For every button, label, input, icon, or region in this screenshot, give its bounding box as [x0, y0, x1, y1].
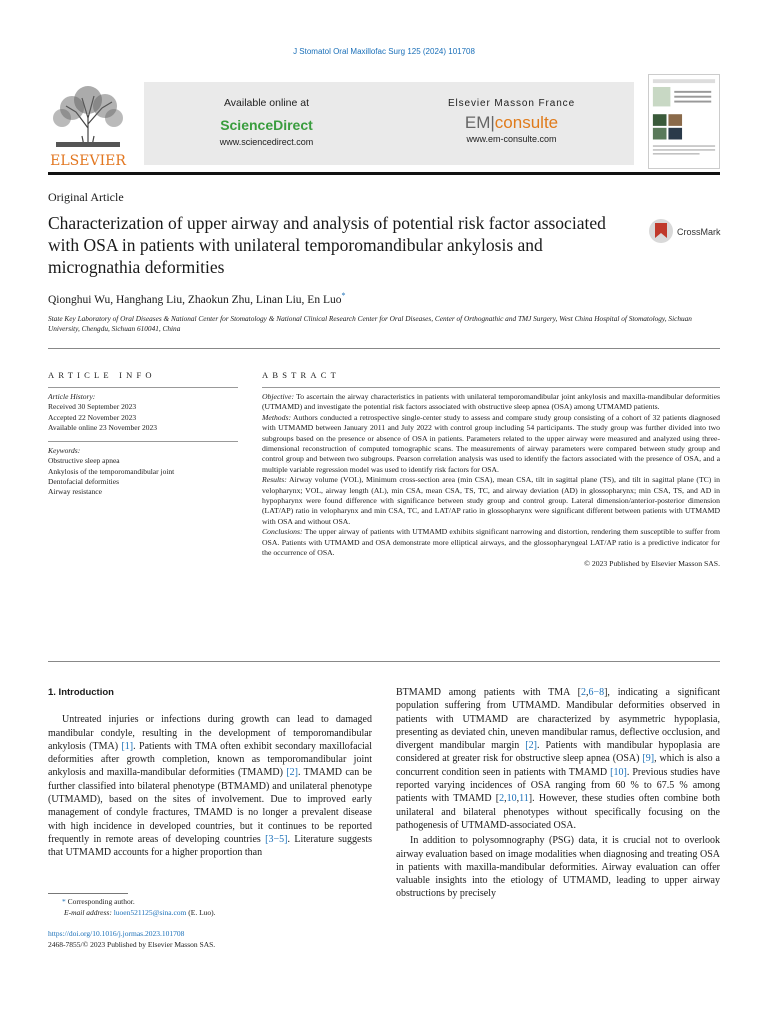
citation-link[interactable]: [2]	[286, 767, 298, 779]
body-right-column	[396, 686, 720, 901]
sciencedirect-block[interactable]	[144, 82, 389, 165]
objective-text: To ascertain the airway characteristics in patients with unilateral temporomandibular joint ankylosis and maxilla-mandibular deformities (UTMAMD) and investigate the potential risk factors associated with obstructive sleep apnea (OSA) among UTMAMD patients.	[262, 392, 720, 412]
emconsulte-logo[interactable]	[389, 113, 634, 133]
issn-copyright: 2468-7855/© 2023 Published by Elsevier Masson SAS.	[48, 939, 216, 949]
keyword-item: Ankylosis of the temporomandibular joint	[48, 466, 175, 476]
email-label: E-mail address:	[64, 907, 112, 917]
conclusions-label: Conclusions:	[262, 527, 303, 537]
corresponding-author-mark[interactable]: *	[341, 291, 346, 300]
paragraph-text: ,	[516, 793, 520, 805]
abstract-objective	[262, 392, 720, 413]
crossmark-icon[interactable]	[647, 216, 722, 246]
footnote-mark: *	[62, 897, 66, 906]
paragraph-text: . Previous studies have reported varying incidences of OSA ranging from 60 % to 67.5 % among patients with TMAMD [	[396, 766, 720, 805]
objective-label: Objective:	[262, 392, 295, 401]
journal-cover-thumbnail[interactable]	[648, 74, 720, 169]
keyword-item: Airway resistance	[48, 487, 102, 497]
author-names: Qionghui Wu, Hanghang Liu, Zhaokun Zhu, Linan Liu, En Luo	[48, 293, 342, 306]
publisher-name: Elsevier Masson France	[447, 98, 576, 109]
citation-link[interactable]: [2]	[525, 740, 537, 752]
results-label: Results:	[262, 475, 287, 485]
paragraph-text: . Patients with TMA often exhibit secondary maxillofacial deformities after growth completion, known as temporomandibular joint ankylosis and maxilla-mandibular deformities (TMAMD)	[48, 740, 372, 779]
intro-paragraph-3: In addition to polysomnography (PSG) data, it is crucial not to overlook airway evaluation based on image modalities when diagnosing and treating OSA in patients with maxilla-mandibular deformities. Airway evaluation can offer valuable insights into the etiology of UTMAMD, leading to upper airway obstructions by precisely	[396, 835, 720, 900]
header-rule	[48, 172, 720, 175]
paragraph-text: Untreated injuries or infections during growth can lead to damaged mandibular condyle, resulting in the development of temporomandibular ankylosis (TMA)	[48, 714, 372, 752]
citation-link[interactable]: 2	[580, 687, 586, 698]
paragraph-text: . Patients with mandibular hypoplasia are considered at greater risk for obstructive sleep apnea (OSA)	[396, 740, 720, 765]
footnote-email-line	[48, 908, 368, 919]
sciencedirect-logo[interactable]: ScienceDirect	[220, 117, 313, 133]
email-link[interactable]: luoen521125@sina.com	[113, 907, 187, 917]
journal-banner	[48, 74, 720, 170]
page-footer	[48, 929, 215, 950]
history-received: Received 30 September 2023	[48, 402, 137, 412]
abstract-rule	[48, 661, 720, 662]
abstract-copyright: © 2023 Published by Elsevier Masson SAS.	[584, 558, 720, 568]
citation-link[interactable]: 10	[506, 793, 517, 805]
paragraph-text: ,	[585, 687, 589, 698]
elsevier-wordmark: ELSEVIER	[50, 153, 126, 168]
article-info	[48, 385, 238, 498]
sciencedirect-url[interactable]: www.sciencedirect.com	[219, 137, 314, 147]
crossmark-label: CrossMark	[677, 227, 721, 237]
available-online-label: Available online at	[223, 97, 310, 109]
elsevier-tree-logo	[48, 78, 128, 168]
paragraph-text: ,	[504, 793, 507, 805]
keywords-label: Keywords:	[48, 446, 81, 456]
footnote-corresponding	[48, 897, 368, 908]
citation-link[interactable]: [1]	[121, 740, 134, 752]
citation-link[interactable]: [3−5]	[265, 833, 288, 845]
abstract-conclusions	[262, 527, 720, 558]
affiliation: State Key Laboratory of Oral Diseases & National Center for Stomatology & National Clinical Research Center for Oral Diseases, Center of Orthognathic and TMJ Surgery, West China Hospital of Stomatology, Sichuan University, Chengdu, Sichuan 610041, China	[48, 314, 692, 333]
footnote-rule	[48, 893, 128, 894]
intro-paragraph-1	[48, 713, 372, 859]
journal-reference[interactable]: J Stomatol Oral Maxillofac Surg 125 (2024) 101708	[293, 47, 475, 56]
history-accepted: Accepted 22 November 2023	[48, 412, 137, 422]
citation-link[interactable]: 2	[499, 793, 505, 805]
banner-gray-panel	[144, 82, 634, 165]
abstract-methods	[262, 413, 720, 475]
paragraph-text: BTMAMD among patients with TMA [	[396, 687, 581, 698]
emconsulte-block[interactable]	[389, 82, 634, 165]
abstract	[262, 385, 720, 569]
paragraph-text: . TMAMD can be further classified into bilateral phenotype (BTMAMD) and unilateral phenotype (UTMAMD), based on the sites of involvement. Due to improved early management of condyle fractures, TMAMD is no longer a prevalent disease with high incidence in developed countries, but it continues to be reported frequently in remote areas of developing countries	[48, 767, 372, 845]
keyword-item: Dentofacial deformities	[48, 477, 120, 487]
em-left: EM	[464, 113, 491, 132]
methods-label: Methods:	[262, 412, 292, 422]
author-list	[48, 291, 346, 306]
paragraph-text: ], indicating a significant population suffering from UTMAMD. Mandibular deformities observed in patients with UTMAMD are characterized by asymmetric hypoplasia, presenting as deviated chin, uneven mandibular ramus, deflective occlusion, and divergent mandibular margin	[396, 687, 720, 752]
info-divider	[48, 387, 238, 388]
history-label: Article History:	[48, 392, 96, 401]
affiliation-rule	[48, 348, 720, 349]
em-separator: |	[490, 113, 495, 132]
results-text: Airway volume (VOL), Minimum cross-section area (min CSA), mean CSA, tilt in sagittal plane (TS), and tilt in sagittal plane (TC) in velopharynx; VOL, airway length (AL), min CSA, mean CSA, TS, TC, and airway deviation (AD) in glossopharynx; min CSA, TS, and AD in hypopharynx were found difference with significance between study group and control group. Lateral dimension/anterior-posterior dimension (LAT/AP) ratio in velopharynx and min CSA, TC, and LAT/AP ratio in glossopharynx were significant different between patients with UTMAMD with OSA and without OSA.	[262, 475, 720, 526]
em-right: consulte	[494, 113, 559, 132]
article-title: Characterization of upper airway and analysis of potential risk factor associated with OSA in patients with unilateral temporomandibular ankylosis and micrognathia deformities	[48, 213, 606, 277]
citation-link[interactable]: 6−8	[588, 687, 605, 698]
paragraph-text: . Literature suggests that UTMAMD accounts for a higher proportion than	[48, 833, 373, 859]
article-type: Original Article	[48, 190, 124, 204]
paragraph-text: ]. However, these studies often combine both unilateral and bilateral phenotypes without specifically focusing on the pathogenesis of UTMAMD-associated OSA.	[396, 793, 720, 831]
footnote	[48, 897, 368, 918]
body-left-column	[48, 686, 372, 860]
citation-link[interactable]: 11	[519, 793, 529, 805]
conclusions-text: The upper airway of patients with UTMAMD exhibits significant narrowing and distortion, rendering them susceptible to suffer from OSA. Patients with UTMAMD and OSA demonstrate more elliptical airways, and the glossopharyngeal LAT/AP ratio is a predictive indicator for the occurrence of OSA.	[262, 527, 720, 558]
methods-text: Authors conducted a retrospective single-center study to assess and compare study group consisting of a cohort of 32 patients diagnosed with UTMAMD between January 2011 and July 2022 with control group including 54 participants. The study group was further divided into two subgroups based on the presence or absence of OSA in patients. Parameters related to the upper airway were measured and analyzed using three-dimensional reconstruction of computed tomographic scans. The measurements of airway parameters were compared between study group and control group and between two subgroups. Pearson correlation analysis was used to identify the factors associated with the presence of OSA, and a multiple variable regression model was used to identify risk factors for OSA.	[262, 412, 720, 474]
section-heading: 1. Introduction	[48, 687, 114, 698]
corresponding-label: Corresponding author.	[67, 897, 135, 906]
doi-link[interactable]: https://doi.org/10.1016/j.jormas.2023.101708	[48, 929, 185, 938]
keywords-divider	[48, 441, 238, 442]
abstract-heading: ABSTRACT	[262, 370, 340, 380]
citation-link[interactable]: [10]	[610, 766, 627, 778]
email-suffix: (E. Luo).	[186, 907, 216, 917]
citation-link[interactable]: [9]	[642, 753, 655, 765]
intro-paragraph-2	[396, 686, 720, 832]
keyword-item: Obstructive sleep apnea	[48, 456, 120, 466]
article-info-heading: ARTICLE INFO	[48, 370, 156, 380]
abstract-divider	[262, 387, 720, 388]
abstract-results	[262, 475, 720, 527]
history-available: Available online 23 November 2023	[48, 422, 157, 432]
paragraph-text: , which is also a concurrent condition seen in patients with TMAMD	[396, 753, 720, 778]
emconsulte-url[interactable]: www.em-consulte.com	[466, 134, 557, 144]
